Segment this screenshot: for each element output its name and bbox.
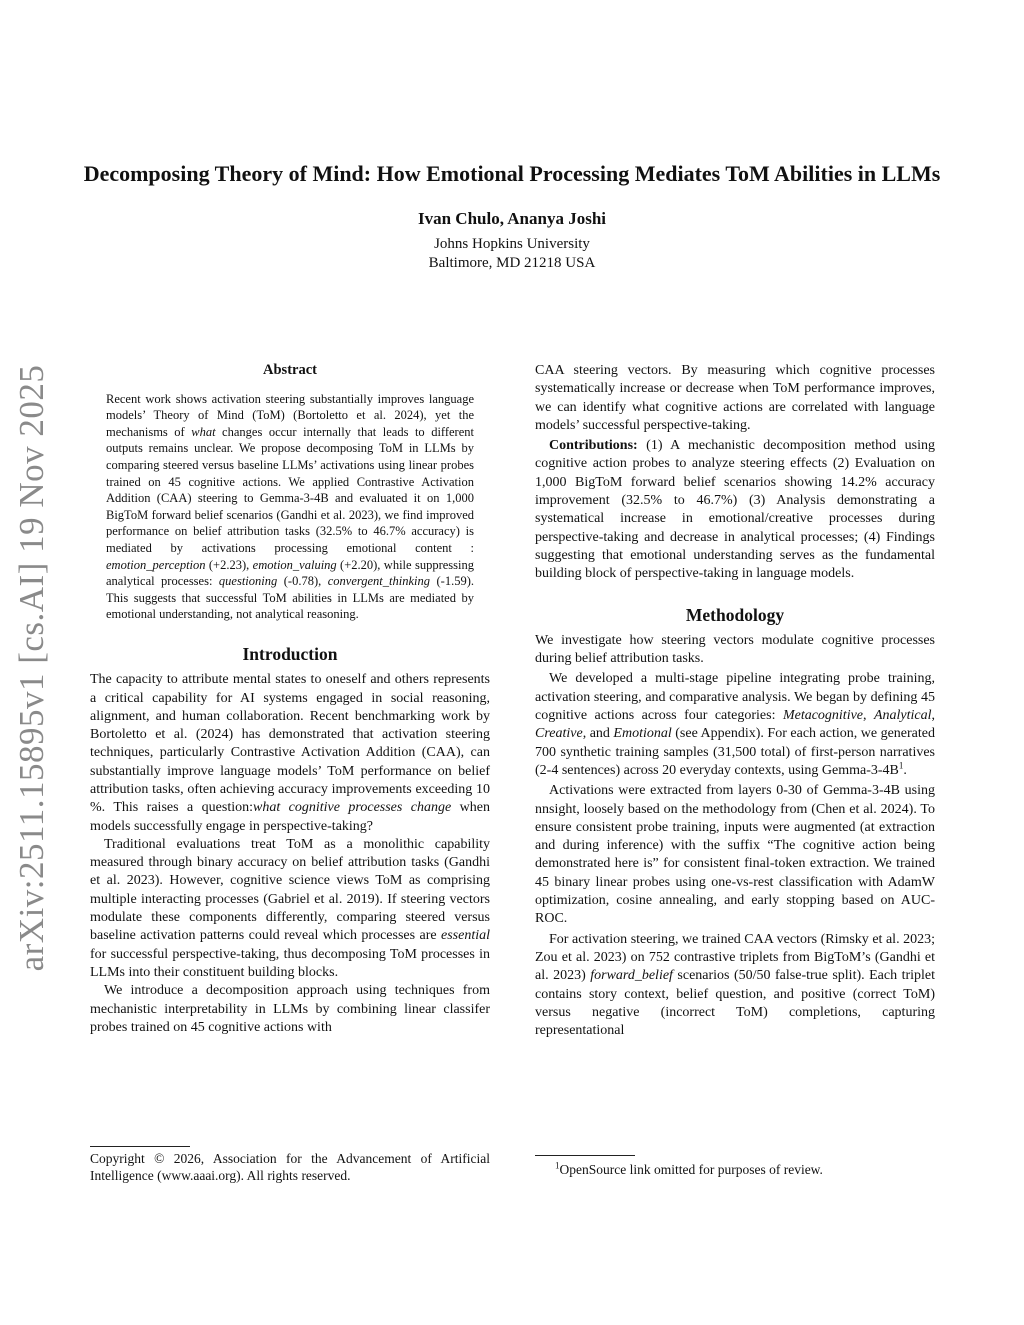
affiliation-institution: Johns Hopkins University [434,236,590,252]
methodology-paragraph-2: We developed a multi-stage pipeline integrating probe training, activation steering, and comparative analysis. We began by defining 45 cognitive actions across four categories: Metacognitive, Analytical, Creative, and Emotional (see Appendix). For each action, we generated 700 synthetic training samples (31,500 total) of first-person narratives (2-4 sentences) across 20 everyday contexts, using Gemma-$3-4B^1$. [535,671,936,778]
footnote-marker[interactable]: 1 [898,760,904,771]
contributions-paragraph: Contributions: (1) A mechanistic decomposition method using cognitive action probes to analyze steering effects (2) Evaluation on 1,000 BigToM forward belief scenarios showing 14.2% accuracy improvement (32.5% to 46.7%) (3) Analysis demonstrating a systematical increase in emotional/creative processes during perspective-taking and decrease in analytical processes; (4) Findings suggesting that emotional understanding serves as the fundamental building block of perspective-taking in language models. [535,438,935,582]
methodology-paragraph-4: For activation steering, we trained CAA vectors (Rimsky et al. 2023; Zou et al. 2023) on 752 contrastive triplets from BigToM’s (Gandhi et al. 2023) forward_belief scenarios (50/50 false-true split). Each triplet contains story context, belief question, and positive (correct ToM) versus negative (incorrect ToM) completions, capturing representational [535,931,935,1039]
footnote-area [535,1149,935,1178]
abstract-text: Recent work shows activation steering substantially improves language models’ Theory of Mind (ToM) (Bortoletto et al. 2024), yet the mechanisms of what changes occur internally that leads to different outputs remains unclear. We propose decomposing ToM in LLMs by comparing steered versus baseline LLMs’ activations using linear probes trained on 45 cognitive actions. We applied Contrastive Activation Addition (CAA) steering to Gemma-3-4B and evaluated it on 1,000 BigToM forward belief scenarios (Gandhi et al. 2023), we find improved performance on belief attribution tasks (32.5% to 46.7% accuracy) is mediated by activations processing emotional content : emotion_perception (+2.23), emotion_valuing (+2.20), while suppressing analytical processes: questioning (-0.78), convergent_thinking (-1.59). This suggests that successful ToM abilities in LLMs are mediated by emotional understanding, not analytical reasoning. [106,391,474,622]
methodology-paragraph-1: We investigate how steering vectors modulate cognitive processes during belief attribution tasks. [535,632,935,667]
intro-paragraph-continued: CAA steering vectors. By measuring which cognitive processes systematically increase or decrease when ToM performance improves, we can identify what cognitive actions are correlated with language models’ successful perspective-taking. [535,363,935,433]
methodology-paragraph-3: Activations were extracted from layers 0-30 of Gemma-3-4B using nnsight, loosely based on the methodology from (Chen et al. 2024). To ensure consistent probe training, inputs were augmented (at extraction and during inference) with the suffix “The cognitive action being demonstrated here is” for consistent final-token extraction. We trained 45 binary linear probes using one-vs-rest classification with AdamW optimization, cosine annealing, and early stopping based on AUC-ROC. [535,783,935,927]
intro-paragraph-1: The capacity to attribute mental states to oneself and others represents a critical capability for AI systems engaged in social reasoning, alignment, and human collaboration. Recent benchmarking work by Bortoletto et al. (2024) has demonstrated that activation steering techniques, particularly Contrastive Activation Addition (CAA), can substantially improve language models’ ToM performance on belief attribution tasks, often achieving accuracy improvements exceeding 10 %. This raises a question:what cognitive processes change when models successfully engage in perspective-taking? [90,672,490,834]
footnote-rule-right [535,1155,635,1156]
left-column [90,362,490,1037]
intro-paragraph-3: We introduce a decomposition approach using techniques from mechanistic interpretability in LLMs by combining linear classifer probes trained on 45 cognitive actions with [90,983,490,1035]
arxiv-identifier: arXiv:2511.15895v1 [cs.AI] 19 Nov 2025 [12,364,51,972]
title-block [80,160,944,273]
affiliation-address: Baltimore, MD 21218 USA [428,255,596,271]
footnote-rule [90,1146,190,1147]
methodology-heading: Methodology [685,604,785,625]
intro-paragraph-2: Traditional evaluations treat ToM as a monolithic capability measured through binary accuracy on belief attribution tasks (Gandhi et al. 2023). However, cognitive science views ToM as comprising multiple interacting processes (Gabriel et al. 2019). If steering vectors modulate these components differently, comparing steered versus baseline activation patterns could reveal which processes are essential for successful perspective-taking, thus decomposing ToM processes in LLMs into their constituent building blocks. [90,836,490,980]
introduction-heading: Introduction [242,643,338,664]
affiliation [80,235,944,273]
copyright-notice [90,1140,490,1184]
footnote-text: $^1$OpenSource link omitted for purposes of review. [555,1160,823,1177]
copyright-text: Copyright © 2026, Association for the Advancement of Artificial Intelligence (www.aaai.org). All rights reserved. [90,1151,490,1183]
abstract [90,362,490,623]
author-list: Ivan Chulo, Ananya Joshi [417,209,607,228]
abstract-heading: Abstract [263,362,317,378]
right-column [535,362,935,1040]
paper-title: Decomposing Theory of Mind: How Emotional Processing Mediates ToM Abilities in LLMs [83,161,941,186]
